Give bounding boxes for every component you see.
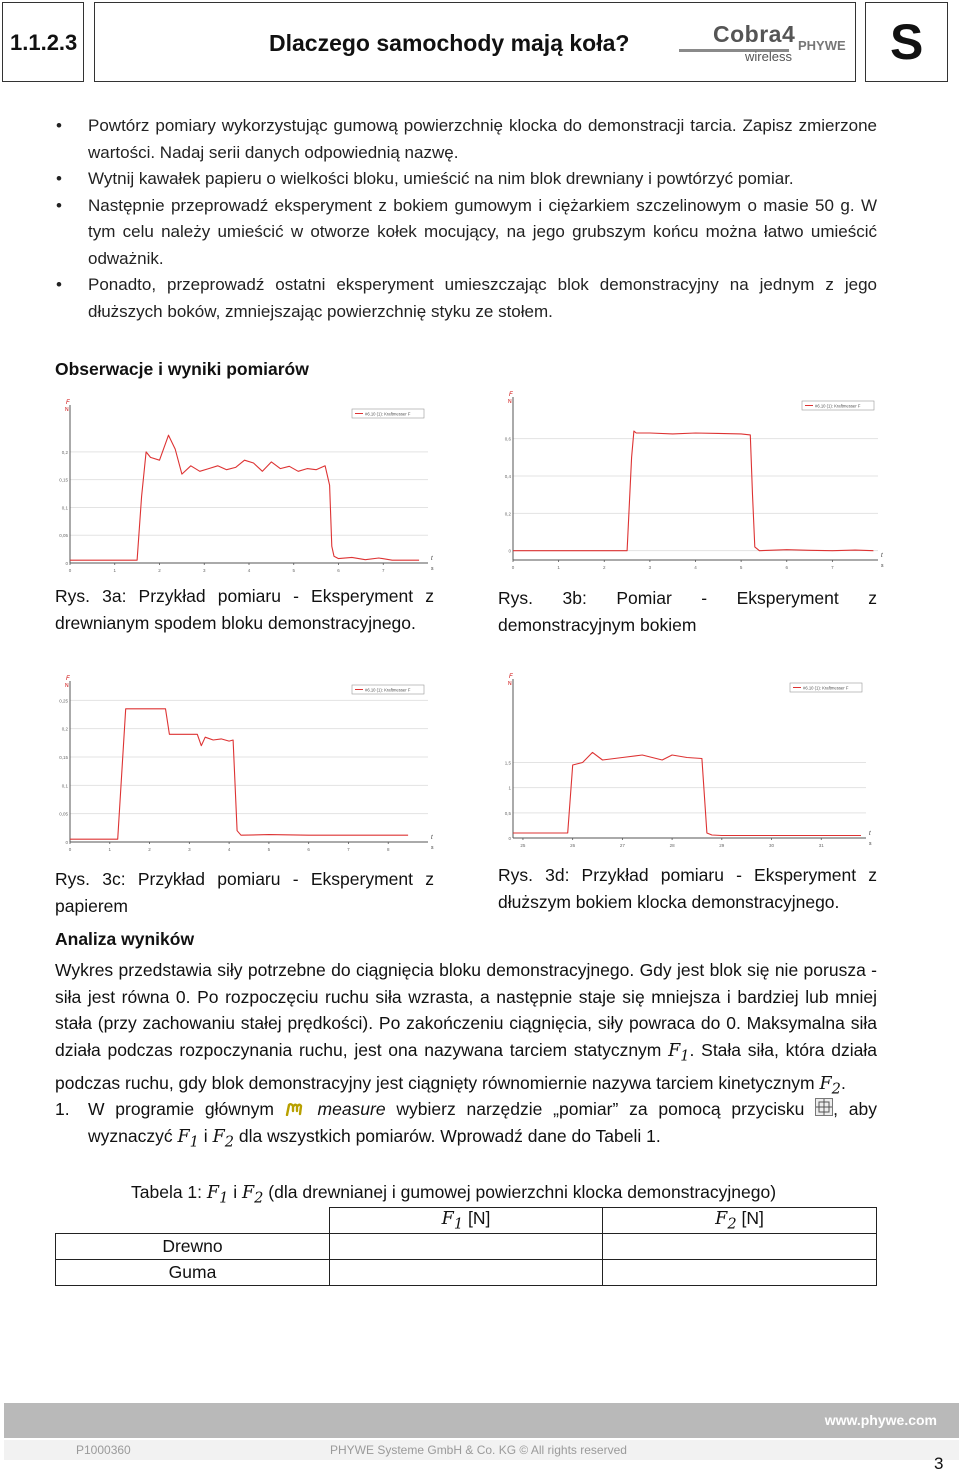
table-cell-input[interactable]: [603, 1234, 877, 1260]
measure-app-name: measure: [317, 1099, 386, 1119]
level-badge: S: [890, 14, 924, 70]
x-tick-label: 4: [694, 565, 697, 570]
x-tick-label: 6: [785, 565, 789, 570]
y-tick-label: 0: [508, 548, 511, 554]
symbol-f1: $F_1$: [668, 1040, 690, 1064]
page-number: 3: [934, 1454, 944, 1473]
results-table: [55, 1207, 877, 1286]
x-tick-label: 2: [158, 568, 161, 573]
chart-c: [55, 674, 440, 862]
y-tick-label: 0,15: [59, 755, 68, 760]
x-tick-label: 4: [247, 568, 251, 573]
chart-b-svg: [498, 390, 890, 580]
x-axis-label: t: [869, 831, 871, 837]
table-row-label: Drewno: [56, 1234, 330, 1260]
x-axis-label: t: [881, 553, 883, 559]
x-tick-label: 29: [719, 843, 725, 848]
table-header-f2: $F_2$ [N]: [603, 1208, 877, 1234]
x-tick-label: 5: [292, 568, 296, 573]
y-tick-label: 0,6: [504, 436, 511, 442]
table-row: [56, 1260, 877, 1286]
chart-b: [498, 390, 890, 580]
header-title-box: [94, 2, 856, 82]
page-title: Dlaczego samochody mają koła?: [269, 30, 630, 56]
x-tick-label: 1: [108, 847, 112, 852]
step-1-text: W programie głównym measure wybierz narzędzie „pomiar” za pomocą przycisku , aby wyznaczyć $F_1$ i $F_2$ dla wszystkich pomiarów. Wprowadź dane do Tabeli 1.: [88, 1099, 878, 1150]
y-axis-unit: N: [508, 399, 512, 405]
y-tick-label: 0: [508, 836, 511, 841]
y-tick-label: 0,2: [61, 449, 68, 455]
cobra4-logo-sub: wireless: [745, 49, 792, 64]
x-axis-label: t: [431, 556, 433, 562]
legend-label: #6.10 (1): Kraftmesser F: [365, 687, 411, 693]
x-tick-label: 3: [202, 568, 206, 573]
chart-a-svg: [55, 398, 440, 583]
table-row: [56, 1234, 877, 1260]
y-tick-label: 0,1: [61, 505, 68, 511]
y-tick-label: 0: [65, 561, 68, 566]
legend-label: #6.10 (1): Kraftmesser F: [803, 685, 849, 691]
table-caption: Tabela 1: $F_1$ i $F_2$ (dla drewnianej i gumowej powierzchni klocka demonstracyjnego): [131, 1182, 777, 1207]
y-tick-label: 0,25: [59, 698, 68, 704]
y-axis-label: F: [66, 676, 70, 682]
chart-a: [55, 398, 440, 583]
x-tick-label: 8: [386, 847, 390, 852]
x-axis-unit: s: [431, 566, 434, 572]
x-tick-label: 28: [669, 843, 675, 848]
instruction-list: [55, 113, 877, 325]
caption-3d: Rys. 3d: Przykład pomiaru - Eksperyment z dłuższym bokiem klocka demonstracyjnego.: [498, 865, 877, 912]
phywe-logo: PHYWE: [798, 38, 846, 53]
y-axis-label: F: [509, 674, 513, 680]
x-tick-label: 5: [739, 565, 743, 570]
y-tick-label: 0,05: [59, 811, 68, 817]
y-axis-unit: N: [65, 683, 69, 689]
y-axis-unit: N: [65, 407, 69, 413]
x-tick-label: 1: [113, 568, 117, 573]
measure-app-icon: [285, 1097, 307, 1111]
table-cell-input[interactable]: [330, 1234, 603, 1260]
y-tick-label: 1,5: [504, 760, 511, 766]
x-tick-label: 3: [188, 847, 191, 852]
x-tick-label: 27: [619, 843, 625, 848]
chart-c-svg: [55, 674, 440, 862]
step-number: 1.: [55, 1099, 70, 1119]
experiment-code: 1.1.2.3: [10, 30, 78, 55]
y-tick-label: 0,05: [59, 533, 68, 539]
table-corner: [56, 1208, 330, 1234]
x-tick-label: 0: [511, 565, 515, 570]
y-tick-label: 0: [65, 840, 68, 845]
analysis-text-2: . Stała siła, która działa podczas ruchu, gdy blok demonstracyjny jest ciągnięty równomiernie nazywa tarciem kinetycznym: [55, 1039, 877, 1093]
x-axis-unit: s: [431, 845, 434, 851]
symbol-f1: $F_1$: [206, 1183, 229, 1207]
analysis-heading: Analiza wyników: [55, 929, 195, 949]
x-tick-label: 6: [337, 568, 340, 573]
x-tick-label: 1: [557, 565, 560, 570]
legend-label: #6.10 (1): Kraftmesser F: [815, 403, 861, 409]
y-tick-label: 1: [508, 785, 511, 791]
footer-url[interactable]: www.phywe.com: [824, 1412, 937, 1428]
x-tick-label: 7: [347, 847, 350, 852]
y-axis-label: F: [509, 392, 513, 398]
symbol-f1: $F_1$: [177, 1126, 199, 1150]
x-tick-label: 7: [381, 568, 385, 573]
series-line: [513, 431, 873, 551]
observations-heading: Obserwacje i wyniki pomiarów: [55, 359, 309, 379]
x-tick-label: 25: [520, 843, 526, 848]
x-axis-unit: s: [869, 841, 872, 847]
y-axis-unit: N: [508, 681, 512, 687]
x-tick-label: 4: [227, 847, 231, 852]
x-tick-label: 0: [68, 847, 72, 852]
list-item: • Następnie przeprowadź eksperyment z bokiem gumowym i ciężarkiem szczelinowym o masie 50 g. W tym celu należy umieścić w otworze kołek mocujący, na jego grubszym końcu można łatwo umieścić odważnik.: [55, 193, 877, 273]
chart-d-svg: [498, 672, 878, 858]
table-header-f1: $F_1$ [N]: [330, 1208, 603, 1234]
header-code-box: [2, 2, 84, 82]
x-axis-label: t: [431, 835, 433, 841]
table-cell-input[interactable]: [603, 1260, 877, 1286]
y-tick-label: 0,15: [59, 477, 68, 483]
y-axis-label: F: [66, 400, 70, 406]
table-cell-input[interactable]: [330, 1260, 603, 1286]
list-item: • Ponadto, przeprowadź ostatni eksperyment umieszczając blok demonstracyjny na jednym z jego dłuższych boków, zmniejszając powierzchnię styku ze stołem.: [55, 272, 877, 325]
list-item: • Wytnij kawałek papieru o wielkości bloku, umieścić na nim blok drewniany i powtórzyć pomiar.: [55, 166, 877, 193]
legend-label: #6.10 (1): Kraftmesser F: [365, 411, 411, 417]
symbol-f2: $F_2$: [212, 1126, 234, 1150]
y-tick-label: 0,2: [504, 511, 511, 517]
footer-copyright: PHYWE Systeme GmbH & Co. KG © All rights reserved: [330, 1443, 627, 1457]
crosshair-tool-icon[interactable]: [815, 1097, 833, 1115]
symbol-f2: $F_2$: [241, 1183, 264, 1207]
chart-d: [498, 672, 878, 858]
x-tick-label: 31: [818, 843, 824, 848]
y-tick-label: 0,1: [61, 783, 68, 789]
list-item: • Powtórz pomiary wykorzystując gumową powierzchnię klocka do demonstracji tarcia. Zapisz zmierzone wartości. Nadaj serii danych odpowiednią nazwę.: [55, 113, 877, 166]
analysis-text: Wykres przedstawia siły potrzebne do ciągnięcia bloku demonstracyjnego. Gdy jest blok się nie porusza - siła jest równa 0. Po rozpoczęciu ruchu siła wzrasta, a następnie staje się mniejsza i bardziej lub mniej stała (przy zachowaniu stałej prędkości). Po zakończeniu ciągnięcia, siły powraca do 0. Maksymalna siła działa podczas rozpoczynania ruchu, jest ona nazywana tarciem statycznym: [55, 960, 877, 1060]
series-line: [70, 435, 419, 560]
series-line: [513, 752, 861, 835]
y-tick-label: 0,4: [504, 473, 511, 479]
x-tick-label: 2: [602, 565, 606, 570]
x-tick-label: 26: [570, 843, 576, 848]
caption-3a: Rys. 3a: Przykład pomiaru - Eksperyment z drewnianym spodem bloku demonstracyjnego.: [55, 586, 434, 633]
y-tick-label: 0,5: [504, 810, 511, 816]
analysis-paragraph: Wykres przedstawia siły potrzebne do ciągnięcia bloku demonstracyjnego. Gdy jest blok się nie porusza - siła jest równa 0. Po rozpoczęciu ruchu siła wzrasta, a następnie staje się mniejsza i bardziej lub mniej stała (przy zachowaniu stałej prędkości). Po zakończeniu ciągnięcia, siły powraca do 0. Maksymalna siła działa podczas rozpoczynania ruchu, jest ona nazywana tarciem statycznym $F_1$. Stała siła, która działa podczas ruchu, gdy blok demonstracyjny jest ciągnięty równomiernie nazywa tarciem kinetycznym $F_2$.: [55, 960, 877, 1097]
caption-3b: Rys. 3b: Pomiar - Eksperyment z demonstracyjnym bokiem: [498, 588, 877, 635]
caption-3c: Rys. 3c: Przykład pomiaru - Eksperyment z papierem: [55, 869, 434, 916]
x-tick-label: 0: [68, 568, 72, 573]
x-tick-label: 3: [648, 565, 652, 570]
symbol-f2: $F_2$: [819, 1073, 841, 1097]
y-tick-label: 0,2: [61, 726, 68, 732]
header-level-box: [865, 2, 948, 82]
x-tick-label: 2: [148, 847, 151, 852]
footer-product-code: P1000360: [76, 1443, 131, 1457]
x-tick-label: 7: [831, 565, 834, 570]
table-row-label: Guma: [56, 1260, 330, 1286]
x-tick-label: 6: [307, 847, 310, 852]
cobra4-logo: Cobra4: [713, 21, 796, 47]
x-tick-label: 30: [769, 843, 775, 848]
x-tick-label: 5: [267, 847, 271, 852]
x-axis-unit: s: [881, 563, 884, 569]
footer-bar: [4, 1403, 959, 1438]
